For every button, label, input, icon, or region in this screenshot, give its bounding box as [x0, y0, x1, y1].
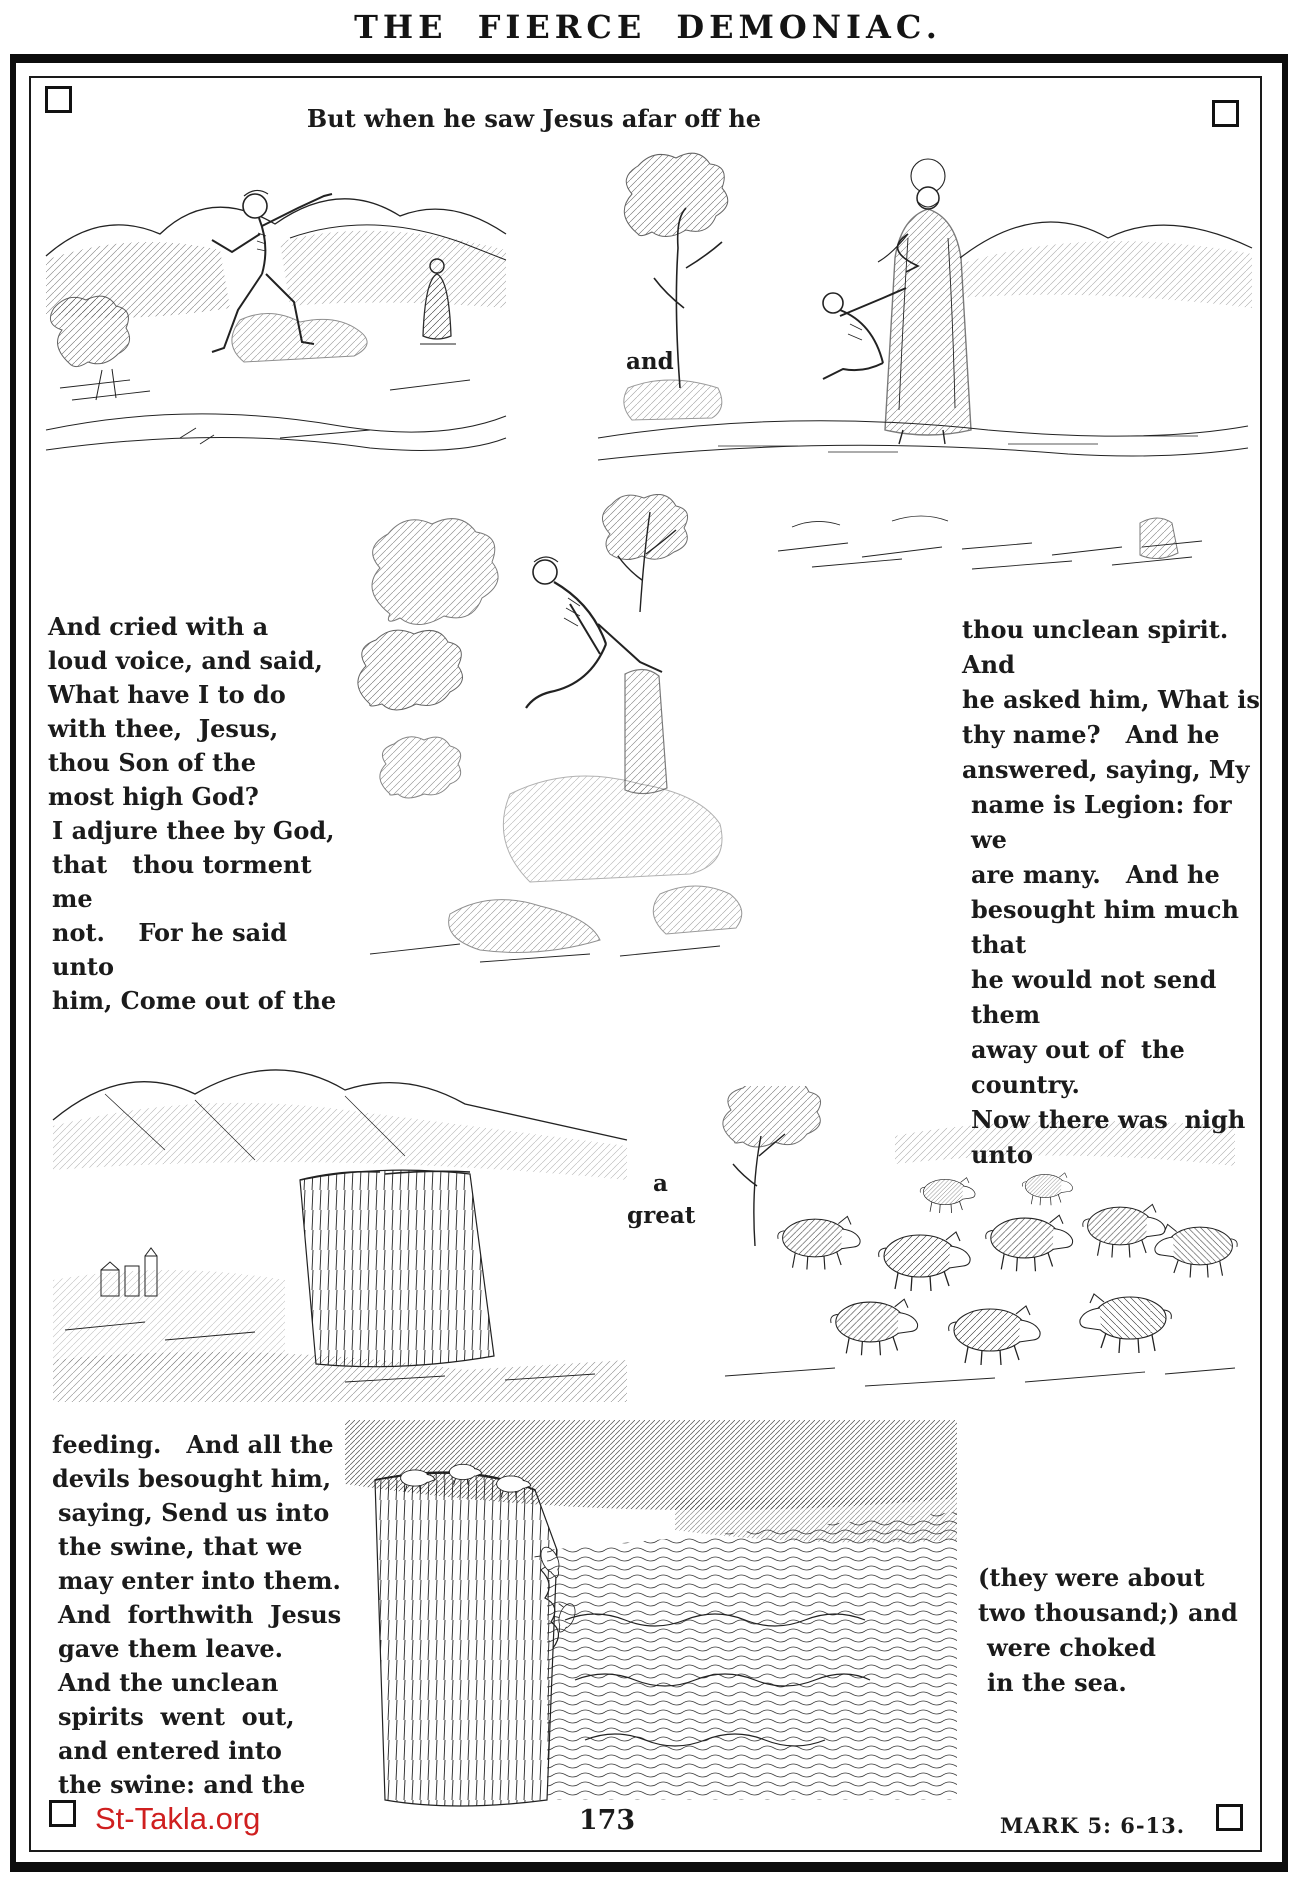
passage-line: What have I to do: [48, 680, 286, 709]
passage-line: were choked: [987, 1633, 1156, 1662]
illustration-cliff-and-sea: [345, 1420, 957, 1812]
passage-line: Now there was nigh unto: [971, 1105, 1254, 1169]
passage-bottom-left: [52, 1428, 344, 1802]
page-number: 173: [578, 1805, 636, 1836]
passage-line: answered, saying, My: [962, 755, 1250, 784]
passage-line: And cried with a: [48, 612, 269, 641]
illustration-demoniac-running: [40, 138, 512, 468]
passage-line: gave them leave.: [58, 1634, 283, 1663]
connector-word-and: and: [626, 348, 674, 375]
passage-line: are many. And he: [971, 860, 1220, 889]
passage-line: name is Legion: for we: [971, 790, 1241, 854]
passage-line: and entered into: [58, 1736, 282, 1765]
passage-line: may enter into them.: [58, 1566, 341, 1595]
passage-line: devils besought him,: [52, 1464, 332, 1493]
connector-word-a: a: [653, 1170, 668, 1197]
passage-line: loud voice, and said,: [48, 646, 323, 675]
passage-line: in the sea.: [987, 1668, 1127, 1697]
corner-ornament-top-right: [1212, 100, 1239, 127]
passage-line: not. For he said unto: [52, 918, 296, 981]
passage-line: with thee, Jesus,: [48, 714, 279, 743]
passage-mid-left: [48, 610, 348, 1018]
page-title: THE FIERCE DEMONIAC.: [354, 8, 942, 46]
passage-line: the swine, that we: [58, 1532, 303, 1561]
passage-line: saying, Send us into: [58, 1498, 330, 1527]
passage-line: away out of the country.: [971, 1035, 1194, 1099]
passage-line: besought him much that: [971, 895, 1248, 959]
corner-ornament-bottom-left: [49, 1800, 76, 1827]
passage-line: he asked him, What is: [962, 685, 1260, 714]
corner-ornament-bottom-right: [1216, 1804, 1243, 1831]
passage-line: most high God?: [48, 782, 259, 811]
illustration-demoniac-kneeling: [588, 138, 1256, 472]
intro-caption: But when he saw Jesus afar off he: [306, 104, 762, 133]
passage-line: him, Come out of the: [52, 986, 337, 1015]
passage-line: that thou torment me: [52, 850, 320, 913]
illustration-swine-herd: [695, 1086, 1255, 1400]
scripture-reference: MARK 5: 6-13.: [1000, 1813, 1186, 1838]
passage-line: And forthwith Jesus: [58, 1600, 342, 1629]
passage-line: I adjure thee by God,: [52, 816, 335, 845]
passage-line: he would not send them: [971, 965, 1225, 1029]
watermark-site-name: St-Takla.org: [95, 1801, 261, 1836]
passage-line: feeding. And all the: [52, 1430, 334, 1459]
passage-line: two thousand;) and: [978, 1598, 1238, 1627]
passage-line: And the unclean: [58, 1668, 279, 1697]
passage-line: thou unclean spirit. And: [962, 615, 1254, 679]
passage-bottom-right: [978, 1560, 1268, 1700]
connector-word-great: great: [627, 1202, 696, 1229]
illustration-mountain-landscape: [45, 1030, 635, 1402]
illustration-demoniac-on-rocks: [330, 494, 800, 974]
illustration-ground-strip: [772, 497, 1234, 582]
passage-line: (they were about: [978, 1563, 1205, 1592]
passage-line: thy name? And he: [962, 720, 1220, 749]
passage-line: thou Son of the: [48, 748, 256, 777]
passage-line: the swine: and the: [58, 1770, 306, 1799]
passage-line: spirits went out,: [58, 1702, 295, 1731]
